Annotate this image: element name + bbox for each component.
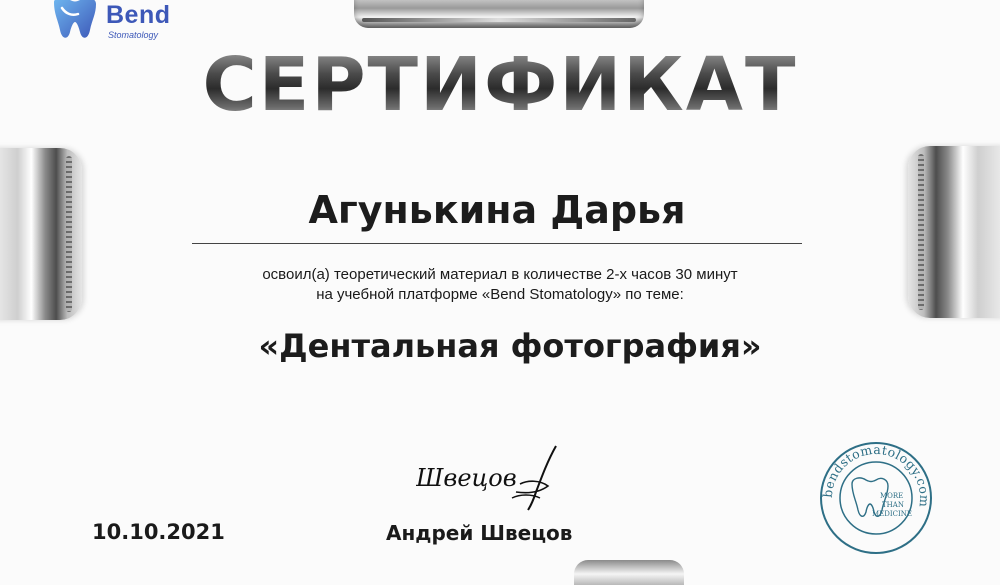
- description-line-2: на учебной платформе «Bend Stomatology» по теме:: [316, 286, 684, 303]
- recipient-name: Агунькина Дарья: [308, 188, 686, 232]
- company-stamp: [818, 440, 934, 556]
- certificate-description: [100, 265, 900, 305]
- metal-ring-left-decoration: [0, 148, 82, 320]
- stamp-line-2: THAN: [882, 501, 904, 509]
- brand-logo: [48, 0, 198, 44]
- logo-subtitle: Stomatology: [108, 30, 159, 40]
- certificate-title: СЕРТИФИКАТ: [0, 48, 1000, 122]
- logo-name: Bend: [106, 1, 171, 29]
- metal-ring-bottom-decoration: [574, 560, 684, 585]
- certificate-date: 10.10.2021: [92, 520, 225, 544]
- signature-text: Швецов: [416, 464, 517, 492]
- course-topic: «Дентальная фотография»: [258, 327, 762, 365]
- name-underline: [192, 243, 802, 244]
- description-line-1: освоил(а) теоретический материал в количестве 2-х часов 30 минут: [262, 266, 738, 283]
- handwritten-signature: [416, 440, 576, 520]
- metal-ring-right-decoration: [908, 146, 1000, 318]
- signer-name: Андрей Швецов: [386, 521, 573, 545]
- stamp-ring-text: bendstomatology.com: [819, 441, 933, 508]
- tooth-logo-icon: [48, 0, 102, 44]
- stamp-line-1: MORE: [880, 492, 904, 500]
- svg-text:bendstomatology.com: [820, 442, 932, 508]
- metal-ring-top-decoration: [354, 0, 644, 28]
- stamp-line-3: MEDICINE: [872, 510, 913, 518]
